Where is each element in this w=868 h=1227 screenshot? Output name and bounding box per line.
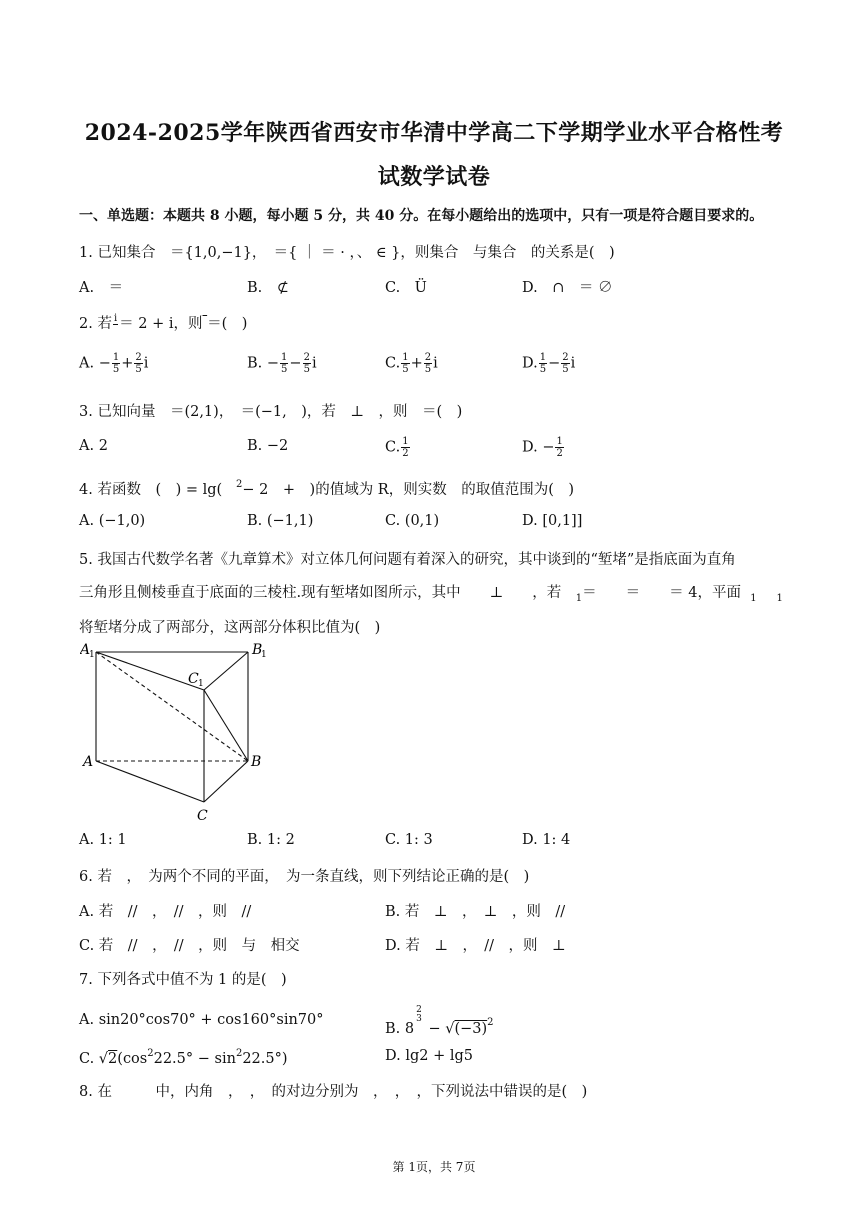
q5-line2-pre: 三角形且侧棱垂直于底面的三棱柱.现有堑堵如图所示，其中 ⊥ ，若 [79,585,576,601]
label-b1-sub: 1 [261,650,267,660]
q2-stem-pre: 2. 若 [79,316,112,332]
edge-a-c [96,761,204,802]
q7-c-mid: 22.5° − sin [153,1051,236,1067]
question-3-stem: 3. 已知向量 ＝(2,1)， ＝(−1, )，若 ⊥ ，则 ＝( ) [79,404,463,420]
q2-stem-mid: ＝ 2 + i，则 [119,316,203,332]
q2-a-den2: 5 [135,364,142,375]
question-5-line1: 5. 我国古代数学名著《九章算术》对立体几何问题有着深入的研究，其中谈到的“堑堵”是指底面为直角 [79,552,736,568]
question-3-option-b: B. −2 [247,438,289,454]
q4-sup: 2 [236,479,243,490]
question-2-option-d [522,352,575,375]
q2-d-frac2 [561,352,569,375]
q2-d-frac1 [539,352,547,375]
q2-b-end: i [311,355,317,372]
question-7-option-d: D. lg2 + lg5 [385,1048,473,1064]
question-1-option-a: A. ＝ [79,280,124,296]
question-4-stem [79,478,574,499]
q3-d-label: D. − [522,439,555,456]
question-6-option-b: B. 若 ⊥ ， ⊥ ，则 // [385,904,566,920]
edge-a1-b-hidden [96,652,248,761]
label-c: C [197,808,208,824]
q7-c-radicand: 2 [108,1051,118,1067]
q2-b-den1: 5 [281,364,288,375]
q2-a-frac1 [112,352,120,375]
question-7-option-c: C. $√2(\cos^222.5^\circ - \sin^222.5^\circ)$ [79,1048,288,1067]
q3-c-label: C. [385,439,401,456]
q7-b-exp-num: 2 [416,1005,422,1015]
q7-b-radical: √(−3) [445,1021,488,1037]
q2-d-op: − [548,355,561,372]
q7-c-body: (cos [117,1051,148,1067]
label-a1-sub: 1 [89,650,95,660]
q2-b-frac2 [303,352,311,375]
q2-a-frac2 [134,352,142,375]
q3-c-num: 1 [402,436,409,447]
label-c1-sub: 1 [198,679,204,689]
question-6-stem: 6. 若 ， 为两个不同的平面， 为一条直线，则下列结论正确的是( ) [79,869,530,885]
page-footer: 第 1页，共 7页 [392,1160,476,1174]
q7-b-radicand: (−3) [454,1021,488,1037]
q2-frac-num: i [113,312,118,324]
q2-a-end: i [143,355,149,372]
question-1-option-b: B. ⊄ [247,280,289,296]
q2-d-end: i [570,355,576,372]
label-a1: A [80,642,91,658]
question-3-option-a: A. 2 [79,438,108,454]
question-3-option-d [522,436,565,459]
question-2-option-a [79,352,148,375]
question-6-option-d: D. 若 ⊥ ， // ，则 ⊥ [385,938,566,954]
q2-b-sign: B. − [247,355,280,372]
q2-a-op: + [121,355,134,372]
question-5-line3: 将堑堵分成了两部分，这两部分体积比值为( ) [79,620,381,636]
q2-c-end: i [433,355,438,372]
question-2-option-c [385,352,438,375]
question-5-option-a: A. 1: 1 [79,832,127,848]
q7-c-end: 22.5°) [242,1051,288,1067]
q3-d-frac [555,436,563,459]
q7-b-exp-den: 3 [416,1014,422,1024]
q2-c-den2: 5 [424,364,432,375]
q7-c-label: C. [79,1051,95,1067]
q2-b-den2: 5 [303,364,310,375]
q2-b-num2: 2 [303,352,310,363]
label-a: A [83,754,94,770]
label-c1: C [188,671,199,687]
q2-a-num2: 2 [135,352,142,363]
question-2-stem [79,312,247,336]
q2-stem-fraction [113,313,118,336]
q2-b-op: − [289,355,302,372]
q2-c-op: + [410,355,423,372]
q2-c-sign: C. [385,355,401,372]
question-5-option-b: B. 1: 2 [247,832,295,848]
question-4-option-b: B. (−1,1) [247,513,314,529]
q2-d-sign: D. [522,355,538,372]
question-7-option-a: A. sin20°cos70° + cos160°sin70° [79,1012,324,1028]
question-7-option-b [385,1006,494,1037]
q2-c-num2: 2 [424,352,432,363]
q4-stem-pre: 4. 若函数 ( ) = lg( [79,482,223,498]
q2-d-num1: 1 [539,352,547,363]
q7-b-op: − [428,1021,441,1037]
label-b: B [251,754,262,770]
question-4-option-a: A. (−1,0) [79,513,146,529]
prism-figure [80,640,280,825]
question-2-option-b [247,352,317,375]
q7-b-exponent [415,1006,423,1024]
question-1-stem: 1. 已知集合 ＝{1,0,−1}， ＝{ ｜ ＝ · ，、 ∈ }，则集合 与集合 的关系是( ) [79,245,615,261]
page-title: 2024-2025学年陕西省西安市华清中学高二下学期学业水平合格性考 [84,120,784,146]
q2-stem-post: ＝( ) [207,316,248,332]
q2-a-num1: 1 [112,352,120,363]
question-5-line2 [79,581,783,604]
q4-stem-post: − 2 + )的值域为 R，则实数 的取值范围为( ) [242,482,575,498]
q7-c-sup1: 2 [147,1048,154,1059]
page-title-line2: 试数学试卷 [377,164,491,190]
question-8-stem: 8. 在 中，内角 ， ， 的对边分别为 ， ， ，下列说法中错误的是( ) [79,1084,588,1100]
question-6-option-a: A. 若 // ， // ，则 // [79,904,252,920]
q3-c-den: 2 [402,448,409,459]
label-b1: B [252,642,263,658]
q2-d-den1: 5 [539,364,547,375]
question-1-option-d: D. ∩ ＝ ∅ [522,280,613,296]
question-4-option-d: D. [0,1]] [522,513,583,529]
question-3-option-c [385,436,411,459]
edge-c-b [204,761,248,802]
q3-c-frac [401,436,409,459]
section-heading: 一、单选题：本题共 8 小题，每小题 5 分，共 40 分。在每小题给出的选项中，只有一项是符合题目要求的。 [79,208,764,224]
q2-c-num1: 1 [402,352,409,363]
q2-a-sign: A. − [79,355,111,372]
q5-line2-post: ＝ ＝ ＝ 4，平面 [582,585,741,601]
q7-c-sup2: 2 [235,1048,243,1059]
q2-c-frac1 [401,352,409,375]
q2-frac-den [113,325,118,336]
q3-d-num: 1 [556,436,563,447]
edge-c1-b [204,690,248,761]
question-5-option-c: C. 1: 3 [385,832,433,848]
question-5-option-d: D. 1: 4 [522,832,571,848]
q2-b-frac1 [280,352,288,375]
q2-c-den1: 5 [402,364,409,375]
q2-c-frac2 [424,352,432,375]
q2-b-num1: 1 [281,352,288,363]
q7-b-base: B. 8 [385,1021,415,1037]
edge-c1-b1 [204,652,248,690]
question-4-option-c: C. (0,1) [385,513,440,529]
q2-a-den1: 5 [112,364,120,375]
q5-line2-tail: 1 1 [750,593,783,604]
question-7-stem: 7. 下列各式中值不为 1 的是( ) [79,972,287,988]
q7-b-rad-sup: 2 [487,1017,494,1028]
question-6-option-c: C. 若 // ， // ，则 与 相交 [79,938,300,954]
q2-d-den2: 5 [562,364,569,375]
q2-d-num2: 2 [562,352,569,363]
q5-line2-sub: 1 [575,593,583,604]
question-1-option-c: C. Ü [385,280,427,296]
q3-d-den: 2 [556,448,563,459]
